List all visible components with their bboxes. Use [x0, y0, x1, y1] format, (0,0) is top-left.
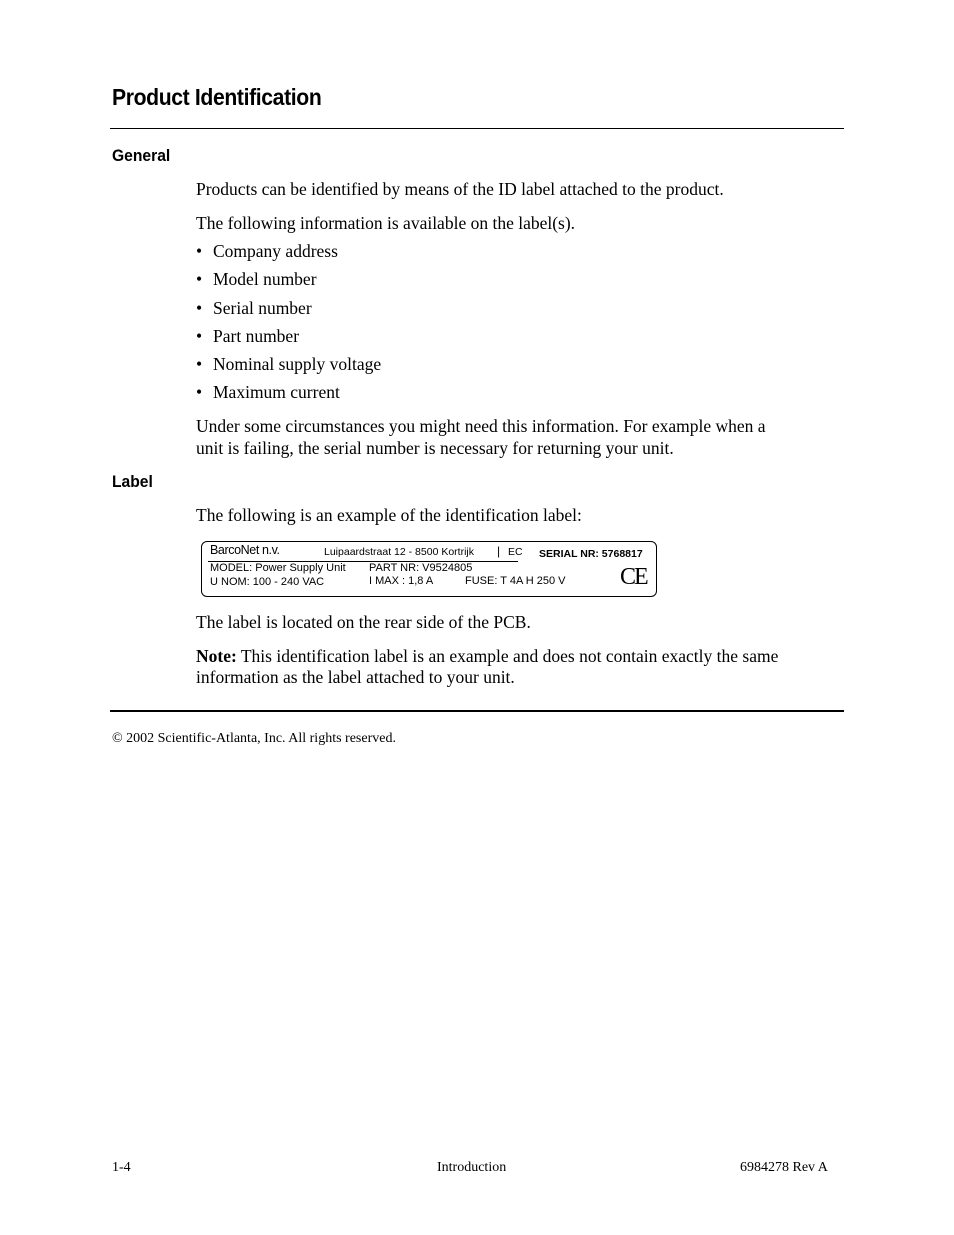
- note-text: This identification label is an example and does not contain exactly the same: [236, 646, 779, 666]
- label-serial-number: SERIAL NR: 5768817: [539, 548, 643, 560]
- list-item-text: Company address: [213, 241, 338, 261]
- label-company: BarcoNet n.v.: [210, 543, 280, 557]
- list-item: [196, 325, 299, 347]
- bullet-icon: •: [196, 354, 203, 374]
- label-separator: |: [497, 544, 501, 558]
- note-line: information as the label attached to your unit.: [196, 667, 515, 687]
- list-item-text: Nominal supply voltage: [213, 354, 382, 374]
- label-address: Luipaardstraat 12 - 8500 Kortrijk: [324, 546, 474, 558]
- note-label: Note:: [196, 646, 237, 666]
- ce-mark-icon: CE: [620, 564, 647, 590]
- list-item-text: Serial number: [213, 298, 312, 318]
- section-heading-label: Label: [112, 472, 153, 491]
- list-item-text: Maximum current: [213, 382, 340, 402]
- section-heading-general: General: [112, 146, 171, 165]
- label-fuse: FUSE: T 4A H 250 V: [465, 575, 566, 587]
- identification-label: [201, 541, 657, 597]
- list-item: [196, 297, 312, 319]
- paragraph: The label is located on the rear side of the PCB.: [196, 612, 531, 632]
- paragraph: The following information is available on the label(s).: [196, 213, 576, 233]
- list-item: [196, 353, 381, 375]
- page-number: 1-4: [112, 1160, 131, 1175]
- label-ec: EC: [508, 546, 523, 558]
- label-part-number: PART NR: V9524805: [369, 562, 473, 574]
- list-item-text: Model number: [213, 269, 317, 289]
- page-title: Product Identification: [112, 84, 322, 110]
- list-item: [196, 240, 338, 262]
- label-model: MODEL: Power Supply Unit: [210, 562, 346, 574]
- bullet-icon: •: [196, 382, 203, 402]
- bullet-icon: •: [196, 241, 203, 261]
- list-item: [196, 381, 340, 403]
- footer-divider: [110, 710, 844, 712]
- paragraph-line: Under some circumstances you might need this information. For example when a: [196, 416, 766, 436]
- title-divider: [110, 128, 844, 129]
- paragraph-line: unit is failing, the serial number is necessary for returning your unit.: [196, 438, 674, 458]
- copyright: © 2002 Scientific-Atlanta, Inc. All rights reserved.: [112, 731, 396, 746]
- document-number: 6984278 Rev A: [740, 1160, 828, 1175]
- list-item-text: Part number: [213, 326, 300, 346]
- paragraph: The following is an example of the identification label:: [196, 505, 582, 525]
- list-item: [196, 268, 317, 290]
- note-line: [196, 645, 836, 667]
- label-max-current: I MAX : 1,8 A: [369, 575, 434, 587]
- label-nominal-voltage: U NOM: 100 - 240 VAC: [210, 576, 325, 588]
- bullet-icon: •: [196, 298, 203, 318]
- bullet-icon: •: [196, 326, 203, 346]
- footer-section: Introduction: [437, 1160, 507, 1175]
- paragraph: Products can be identified by means of the ID label attached to the product.: [196, 179, 724, 199]
- bullet-icon: •: [196, 269, 203, 289]
